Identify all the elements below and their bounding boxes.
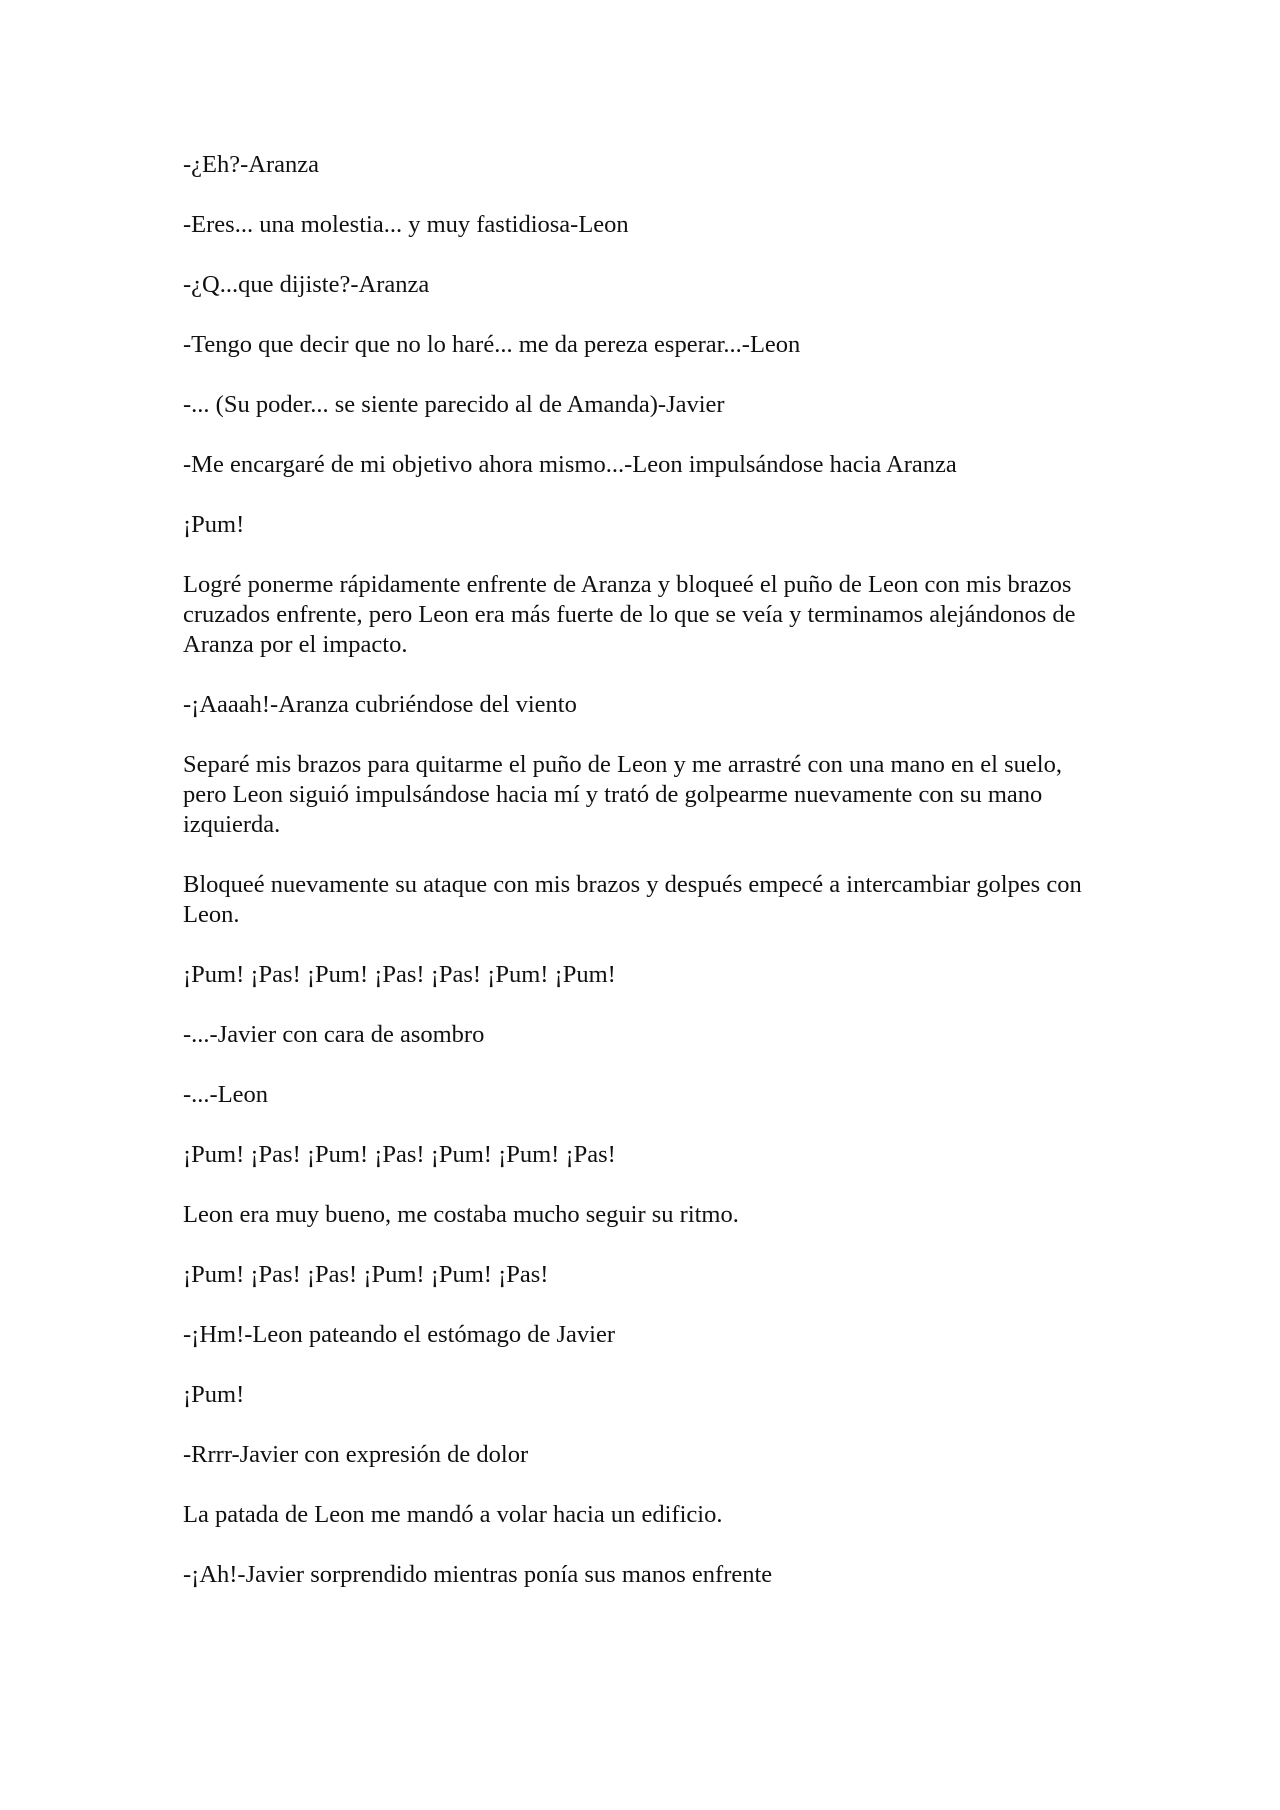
paragraph: -Rrrr-Javier con expresión de dolor: [183, 1441, 529, 1468]
paragraph: -¡Ah!-Javier sorprendido mientras ponía sus manos enfrente: [183, 1561, 773, 1588]
paragraph: ¡Pum! ¡Pas! ¡Pas! ¡Pum! ¡Pum! ¡Pas!: [183, 1261, 549, 1288]
paragraph: Bloqueé nuevamente su ataque con mis brazos y después empecé a intercambiar golpes con Leon.: [183, 871, 1082, 928]
paragraph: -Me encargaré de mi objetivo ahora mismo...-Leon impulsándose hacia Aranza: [183, 451, 957, 478]
paragraph: -...-Leon: [183, 1081, 269, 1108]
paragraph: Separé mis brazos para quitarme el puño de Leon y me arrastré con una mano en el suelo, pero Leon siguió impulsándose hacia mí y trató de golpearme nuevamente con su mano izquierda.: [183, 751, 1062, 838]
paragraph: -¡Aaaah!-Aranza cubriéndose del viento: [183, 691, 577, 718]
paragraph: -¿Eh?-Aranza: [183, 151, 320, 178]
paragraph: Leon era muy bueno, me costaba mucho seguir su ritmo.: [183, 1201, 739, 1228]
paragraph: -Eres... una molestia... y muy fastidiosa-Leon: [183, 211, 629, 238]
paragraph: -¿Q...que dijiste?-Aranza: [183, 271, 430, 298]
paragraph: ¡Pum!: [183, 511, 245, 538]
paragraph: -...-Javier con cara de asombro: [183, 1021, 485, 1048]
paragraph: ¡Pum!: [183, 1381, 245, 1408]
document-body: [183, 150, 1098, 1620]
paragraph: ¡Pum! ¡Pas! ¡Pum! ¡Pas! ¡Pum! ¡Pum! ¡Pas!: [183, 1141, 616, 1168]
paragraph: La patada de Leon me mandó a volar hacia un edificio.: [183, 1501, 723, 1528]
paragraph: -¡Hm!-Leon pateando el estómago de Javier: [183, 1321, 615, 1348]
paragraph: ¡Pum! ¡Pas! ¡Pum! ¡Pas! ¡Pas! ¡Pum! ¡Pum!: [183, 961, 616, 988]
paragraph: -Tengo que decir que no lo haré... me da pereza esperar...-Leon: [183, 331, 801, 358]
paragraph: -... (Su poder... se siente parecido al de Amanda)-Javier: [183, 391, 725, 418]
paragraph: Logré ponerme rápidamente enfrente de Aranza y bloqueé el puño de Leon con mis brazos cruzados enfrente, pero Leon era más fuerte de lo que se veía y terminamos alejándonos de Aranza por el impacto.: [183, 571, 1076, 658]
